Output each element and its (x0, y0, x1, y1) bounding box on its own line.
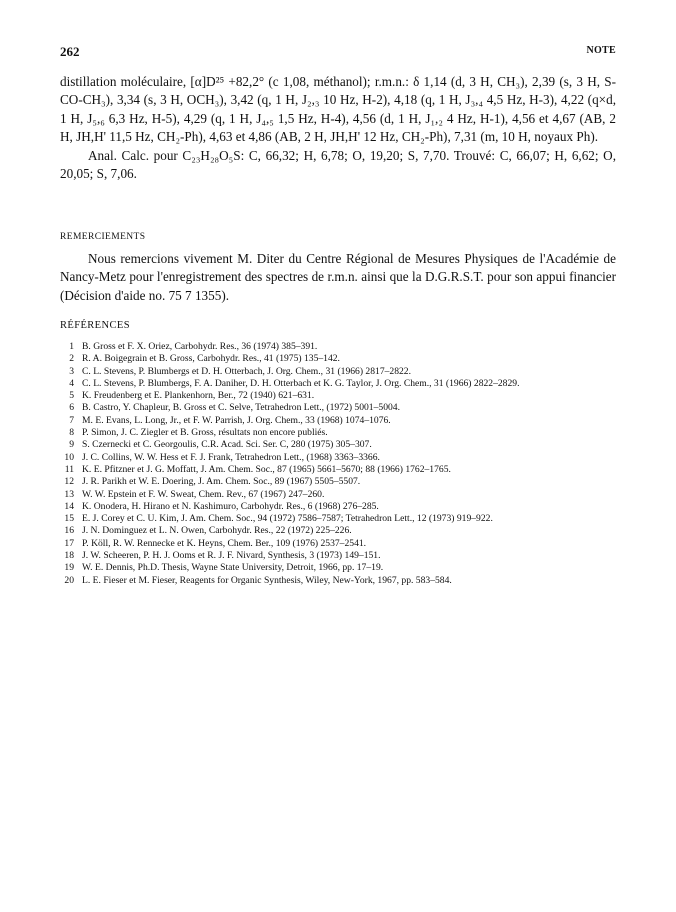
reference-text: B. Gross et F. X. Oriez, Carbohydr. Res., 36 (1974) 385–391. (82, 341, 318, 352)
reference-text: J. C. Collins, W. W. Hess et F. J. Frank, Tetrahedron Lett., (1968) 3363–3366. (82, 451, 380, 463)
reference-item (60, 390, 620, 402)
reference-item (60, 525, 620, 537)
elemental-analysis: Anal. Calc. pour C₂₃H₂₈O₅S: C, 66,32; H, 6,78; O, 19,20; S, 7,70. Trouvé: C, 66,07; H, 6,62; O, 20,05; S, 7,06. (60, 147, 616, 182)
reference-number: 15 (64, 513, 74, 525)
reference-number: 19 (64, 562, 74, 574)
reference-number: 4 (69, 377, 74, 389)
reference-item (60, 452, 620, 464)
reference-number: 17 (64, 537, 74, 549)
reference-number: 18 (64, 550, 74, 562)
reference-item (60, 501, 620, 513)
experimental-section (60, 73, 616, 183)
reference-item (60, 575, 620, 587)
reference-text: B. Castro, Y. Chapleur, B. Gross et C. Selve, Tetrahedron Lett., (1972) 5001–5004. (82, 402, 400, 414)
reference-text: K. Freudenberg et E. Plankenhorn, Ber., 72 (1940) 621–631. (82, 390, 315, 402)
reference-number: 2 (69, 353, 74, 365)
page-number: 262 (60, 44, 80, 59)
reference-number: 20 (64, 574, 74, 586)
reference-item (60, 538, 620, 550)
acknowledgements-text: Nous remercions vivement M. Diter du Centre Régional de Mesures Physiques de l'Académie de Nancy-Metz pour l'enregistrement des spectres de r.m.n. ainsi que la D.G.R.S.T. pour son appui financier (Décision d'aide no. 75 7 1355). (60, 251, 616, 303)
reference-text: C. L. Stevens, P. Blumbergs et D. H. Otterbach, J. Org. Chem., 31 (1966) 2817–2822. (82, 365, 412, 377)
reference-number: 8 (69, 427, 74, 439)
reference-item (60, 513, 620, 525)
reference-item (60, 415, 620, 427)
reference-text: K. E. Pfitzner et J. G. Moffatt, J. Am. Chem. Soc., 87 (1965) 5661–5670; 88 (1966) 1762–1765. (82, 463, 451, 475)
reference-number: 12 (64, 476, 74, 488)
references-list (60, 341, 620, 587)
reference-item (60, 353, 620, 365)
reference-number: 13 (64, 488, 74, 500)
reference-number: 3 (69, 365, 74, 377)
reference-number: 6 (69, 402, 74, 414)
reference-item (60, 562, 620, 574)
references-heading: RÉFÉRENCES (60, 320, 130, 331)
reference-item (60, 464, 620, 476)
reference-text: P. Köll, R. W. Rennecke et K. Heyns, Chem. Ber., 109 (1976) 2537–2541. (82, 537, 367, 549)
reference-number: 10 (64, 451, 74, 463)
reference-number: 7 (69, 414, 74, 426)
reference-number: 11 (64, 463, 74, 475)
reference-item (60, 366, 620, 378)
reference-item (60, 439, 620, 451)
reference-text: J. R. Parikh et W. E. Doering, J. Am. Chem. Soc., 89 (1967) 5505–5507. (82, 476, 361, 488)
acknowledgements-heading: REMERCIEMENTS (60, 232, 146, 242)
reference-item (60, 378, 620, 390)
reference-text: S. Czernecki et C. Georgoulis, C.R. Acad. Sci. Ser. C, 280 (1975) 305–307. (82, 439, 372, 451)
reference-text: W. E. Dennis, Ph.D. Thesis, Wayne State University, Detroit, 1966, pp. 17–19. (82, 562, 384, 574)
reference-text: M. E. Evans, L. Long, Jr., et F. W. Parrish, J. Org. Chem., 33 (1968) 1074–1076. (82, 414, 391, 426)
reference-text: P. Simon, J. C. Ziegler et B. Gross, résultats non encore publiés. (82, 427, 328, 439)
reference-item (60, 476, 620, 488)
nmr-data-paragraph: distillation moléculaire, [α]D²⁵ +82,2° (c 1,08, méthanol); r.m.n.: δ 1,14 (d, 3 H, CH₃), 2,39 (s, 3 H, S-CO-CH₃), 3,34 (s, 3 H, OCH₃), 3,42 (q, 1 H, J₂,₃ 10 Hz, H-2), 4,18 (q, 1 H, J₃,₄ 4,5 Hz, H-3), 4,22 (q×d, 1 H, J₅,₆ 6,3 Hz, H-5), 4,29 (q, 1 H, J₄,₅ 1,5 Hz, H-4), 4,56 (d, 1 H, J₁,₂ 4 Hz, H-1), 4,56 et 4,67 (AB, 2 H, JH,H' 11,5 Hz, CH₂-Ph), 4,63 et 4,86 (AB, 2 H, JH,H' 12 Hz, CH₂-Ph), 7,31 (m, 10 H, noyaux Ph). (60, 74, 616, 145)
reference-item (60, 402, 620, 414)
reference-item (60, 489, 620, 501)
page-header (60, 44, 616, 60)
reference-text: W. W. Epstein et F. W. Sweat, Chem. Rev., 67 (1967) 247–260. (82, 488, 325, 500)
reference-text: J. W. Scheeren, P. H. J. Ooms et R. J. F. Nivard, Synthesis, 3 (1973) 149–151. (82, 550, 381, 562)
reference-text: L. E. Fieser et M. Fieser, Reagents for Organic Synthesis, Wiley, New-York, 1967, pp. 583–584. (82, 574, 452, 586)
reference-number: 16 (64, 525, 74, 537)
reference-item (60, 427, 620, 439)
reference-number: 14 (64, 500, 74, 512)
reference-number: 1 (69, 341, 74, 352)
reference-text: C. L. Stevens, P. Blumbergs, F. A. Daniher, D. H. Otterbach et K. G. Taylor, J. Org. Chem., 31 (1966) 2822–2829. (82, 377, 520, 389)
reference-item (60, 341, 620, 353)
reference-item (60, 550, 620, 562)
reference-text: J. N. Dominguez et L. N. Owen, Carbohydr. Res., 22 (1972) 225–226. (82, 525, 352, 537)
reference-text: E. J. Corey et C. U. Kim, J. Am. Chem. Soc., 94 (1972) 7586–7587; Tetrahedron Lett., 12 (1973) 919–922. (82, 513, 493, 525)
reference-text: R. A. Boigegrain et B. Gross, Carbohydr. Res., 41 (1975) 135–142. (82, 353, 340, 365)
reference-text: K. Onodera, H. Hirano et N. Kashimuro, Carbohydr. Res., 6 (1968) 276–285. (82, 500, 379, 512)
reference-number: 9 (69, 439, 74, 451)
reference-number: 5 (69, 390, 74, 402)
section-label: NOTE (586, 45, 616, 56)
